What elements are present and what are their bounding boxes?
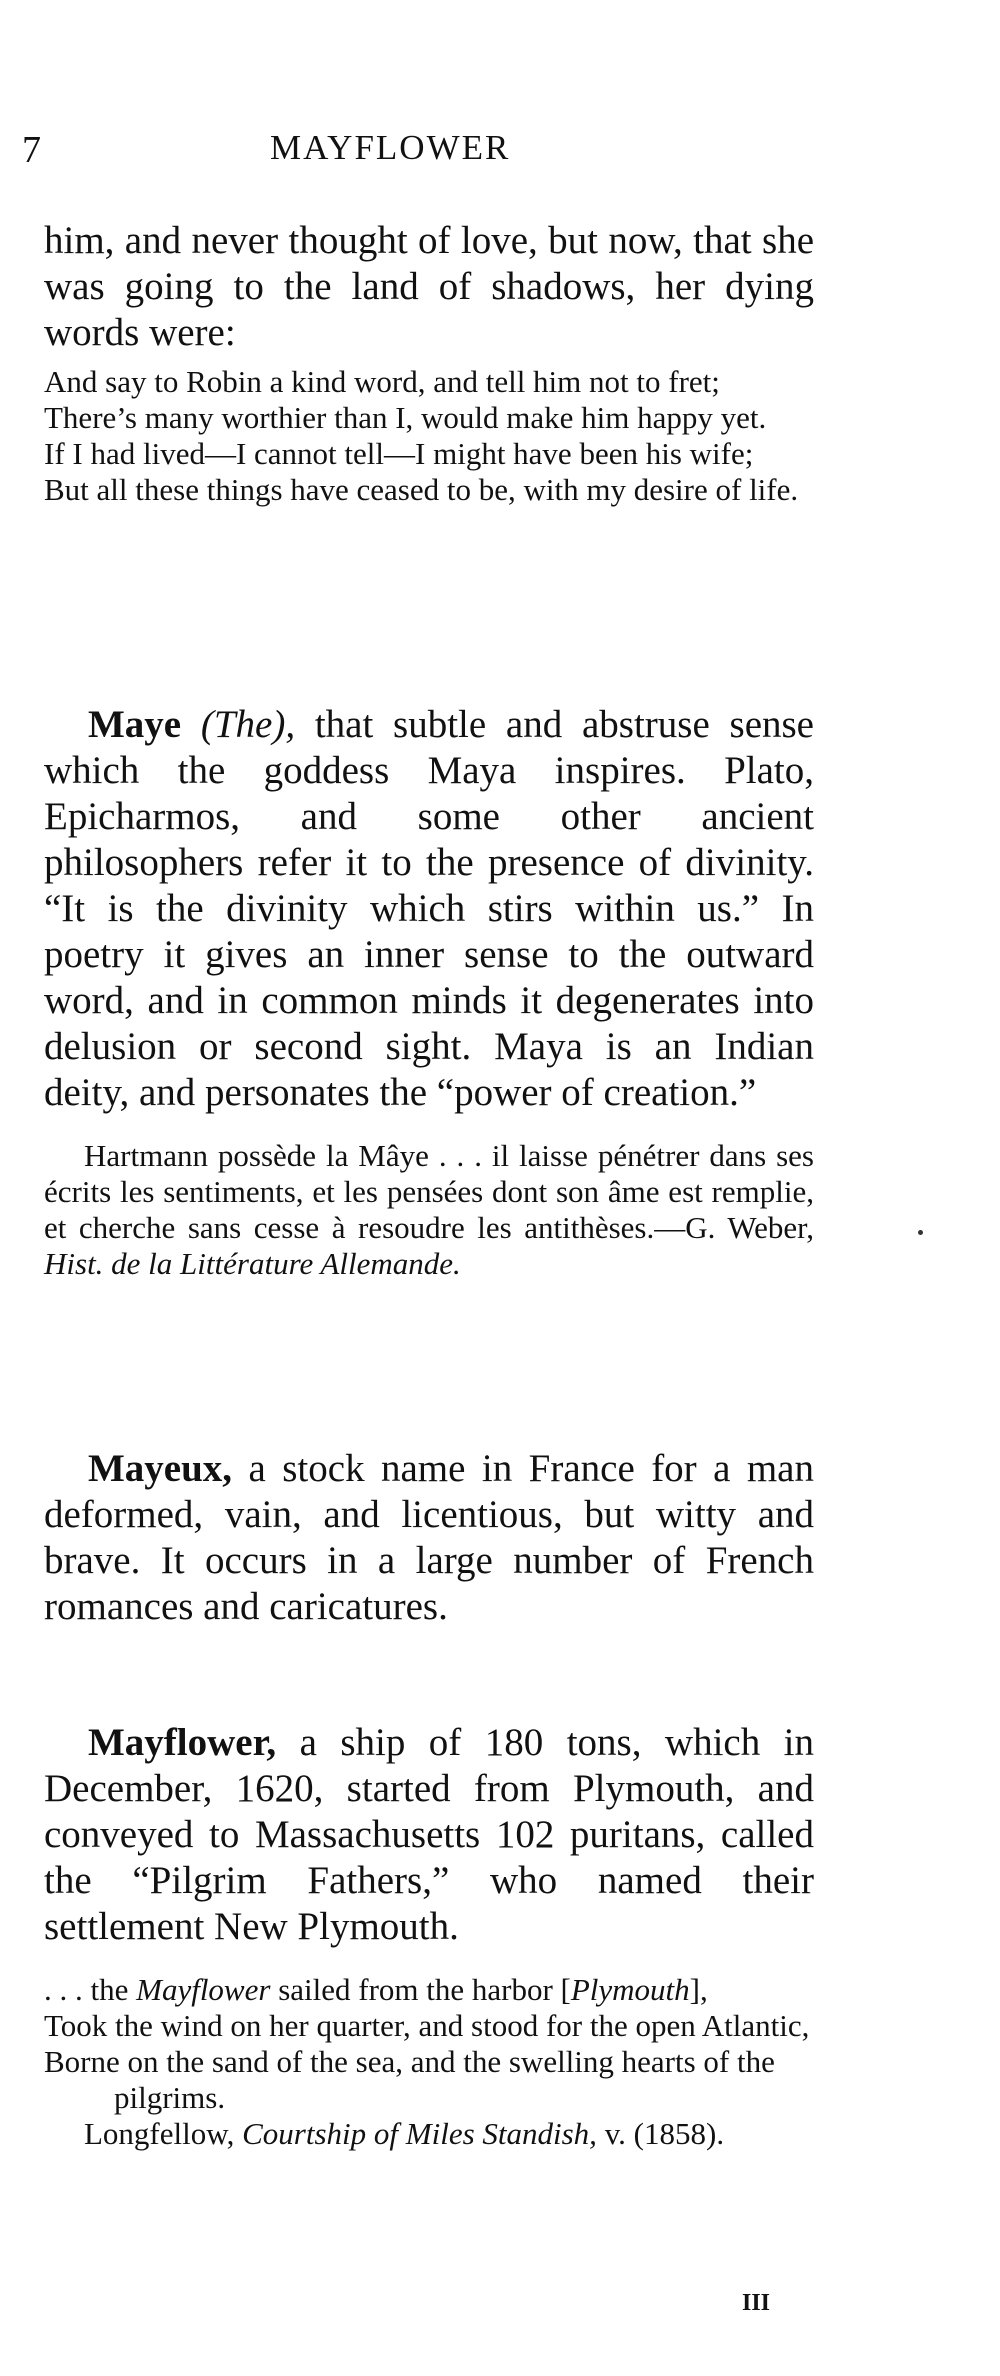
- verse-line: Took the wind on her quarter, and stood for the open Atlantic,: [44, 2008, 810, 2043]
- verse-line: [44, 1972, 814, 2008]
- entry-definition: a stock name in France for a man deformed, vain, and licentious, but witty and brave. It occurs in a large number of French romances and caricatures.: [44, 1447, 814, 1628]
- entry-definition: a ship of 180 tons, which in December, 1620, started from Plymouth, and conveyed to Massachusetts 102 puritans, called the “Pilgrim Fathers,” who named their settlement New Plymouth.: [44, 1721, 815, 1948]
- verse-line: Borne on the sand of the sea, and the swelling hearts of the pilgrims.: [44, 2044, 775, 2115]
- citation-author: Longfellow,: [84, 2116, 235, 2151]
- place-name: Plymouth: [570, 1972, 690, 2007]
- longfellow-verse: [44, 1972, 814, 2152]
- verse-line: If I had lived—I cannot tell—I might have been his wife;: [44, 436, 754, 471]
- running-title: MAYFLOWER: [270, 128, 511, 167]
- verse-text: ],: [689, 1972, 708, 2007]
- verse-line: And say to Robin a kind word, and tell him not to fret;: [44, 364, 720, 399]
- page-number: 7: [22, 129, 41, 171]
- headword: Mayflower,: [88, 1721, 277, 1764]
- signature-mark: III: [742, 2290, 771, 2316]
- ship-name: Mayflower: [136, 1972, 271, 2007]
- headword-qualifier: (The),: [200, 703, 296, 746]
- entry-mayeux-text: [44, 1446, 814, 1630]
- verse-text: . . . the: [44, 1972, 129, 2007]
- verse-line: But all these things have ceased to be, with my desire of life.: [44, 472, 799, 507]
- entry-mayflower-text: [44, 1720, 814, 1950]
- page-header: [0, 128, 1000, 178]
- continuation-section: [44, 218, 814, 508]
- ink-speck: [918, 1230, 923, 1235]
- citation-work: Courtship of Miles Standish,: [242, 2116, 597, 2151]
- entry-maye-text: [44, 702, 814, 1116]
- citation: [44, 2116, 814, 2152]
- verse-text: sailed from the harbor [: [278, 1972, 571, 2007]
- entry-maye: [44, 702, 814, 1282]
- headword: Mayeux,: [88, 1447, 233, 1490]
- robin-verse: [44, 364, 814, 508]
- french-quotation: [44, 1138, 814, 1282]
- quotation-text: Hartmann possède la Mâye . . . il laisse pénétrer dans ses écrits les sentiments, et les pensées dont son âme est remplie, et cherche sans cesse à resoudre les antithèses.—G. Weber,: [44, 1138, 814, 1245]
- quotation-source: Hist. de la Littérature Allemande.: [44, 1246, 461, 1281]
- entry-definition: that subtle and abstruse sense which the goddess Maya inspires. Plato, Epicharmos, and some other ancient philosophers refer it to the presence of divinity. “It is the divinity which stirs within us.” In poetry it gives an inner sense to the outward word, and in common minds it degenerates into delusion or second sight. Maya is an Indian deity, and personates the “power of creation.”: [44, 703, 814, 1114]
- entry-mayflower: [44, 1720, 814, 2152]
- continuation-paragraph: him, and never thought of love, but now, that she was going to the land of shadows, her dying words were:: [44, 219, 814, 354]
- citation-detail: v. (1858).: [604, 2116, 725, 2151]
- verse-line: There’s many worthier than I, would make him happy yet.: [44, 400, 767, 435]
- headword: Maye: [88, 703, 182, 746]
- entry-mayeux: [44, 1446, 814, 1630]
